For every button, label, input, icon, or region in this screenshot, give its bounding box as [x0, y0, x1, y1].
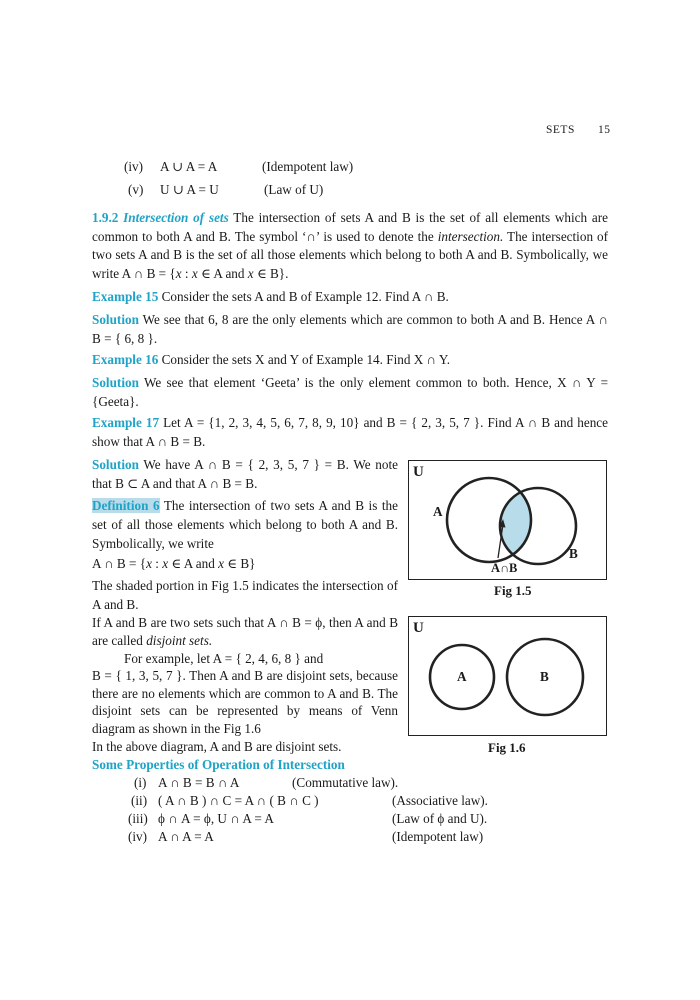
example-label: Example 16: [92, 352, 159, 367]
property-number: (iv): [128, 829, 148, 844]
example-label: Example 15: [92, 289, 159, 304]
property-expression: ( A ∩ B ) ∩ C = A ∩ ( B ∩ C ): [158, 793, 319, 808]
intersection-label: A∩B: [491, 561, 518, 575]
example-text: Let A = {1, 2, 3, 4, 5, 6, 7, 8, 9, 10} and B = { 2, 3, 5, 7 }. Find A ∩ B and hence show that A ∩ B = B.: [92, 415, 609, 449]
example-17: [92, 414, 608, 451]
disjoint-italic: disjoint sets.: [146, 633, 213, 648]
definition-formula: [92, 555, 255, 573]
formula-part: ∈ B}: [223, 556, 256, 571]
solution-text: We see that 6, 8 are the only elements which are common to both A and B. Hence A ∩ B = { 6, 8 }.: [92, 312, 608, 346]
solution-label: Solution: [92, 457, 139, 472]
venn-svg: [409, 617, 605, 734]
solution-text: We have A ∩ B = { 2, 3, 5, 7 } = B. We note that B ⊂ A and that A ∩ B = B.: [92, 457, 398, 491]
fig-1-5-caption: Fig 1.5: [494, 583, 532, 598]
example-label: Example 17: [92, 415, 160, 430]
solution-17: [92, 455, 398, 493]
formula-part: :: [151, 556, 163, 571]
solution-label: Solution: [92, 375, 139, 390]
property-number: (ii): [131, 793, 148, 808]
var-x: x: [146, 556, 152, 571]
var-x: x: [247, 265, 254, 281]
property-law: (Idempotent law): [392, 829, 484, 844]
section-colon: :: [181, 265, 192, 281]
definition-6: [92, 496, 398, 553]
var-x: x: [191, 265, 198, 281]
property-number: (iii): [128, 811, 148, 826]
example-16: [92, 351, 608, 370]
property-expression: A ∩ B = B ∩ A: [158, 775, 240, 790]
property-expression: A ∩ A = A: [158, 829, 214, 844]
shaded-portion-text: The shaded portion in Fig 1.5 indicates the intersection of A and B.: [92, 578, 398, 612]
definition-label: Definition 6: [92, 498, 160, 513]
law-name: (Idempotent law): [262, 159, 354, 174]
section-text-1: The intersection of sets A and B is the set of all elements which are common to both A and B. The symbol ‘∩’ is used to denote the: [92, 210, 608, 244]
disjoint-definition: [92, 614, 398, 650]
law-expression: U ∪ A = U: [160, 182, 219, 197]
running-header-section: SETS: [546, 124, 575, 136]
section-text-italic: intersection.: [437, 228, 504, 244]
var-x: x: [175, 265, 182, 281]
section-title: Intersection of sets: [123, 210, 229, 225]
set-a-label: A: [433, 504, 443, 519]
property-law: (Law of ϕ and U).: [392, 811, 488, 826]
universe-label: U: [413, 464, 424, 480]
solution-16: [92, 374, 608, 411]
disjoint-example: For example, let A = { 2, 4, 6, 8 } and: [124, 651, 324, 666]
law-expression: A ∪ A = A: [160, 159, 218, 174]
set-b-label: B: [540, 669, 549, 684]
disjoint-text-1: If A and B are two sets such that A ∩ B = ϕ, then A and B are called: [92, 615, 398, 648]
section-intersection-of-sets: [92, 209, 608, 283]
example-text: Consider the sets A and B of Example 12. Find A ∩ B.: [161, 289, 449, 304]
property-expression: ϕ ∩ A = ϕ, U ∩ A = A: [158, 811, 274, 826]
venn-diagram-intersection: [408, 460, 607, 580]
venn-diagram-disjoint: [408, 616, 607, 736]
var-x: x: [218, 556, 224, 571]
property-number: (i): [134, 775, 147, 790]
section-number: 1.9.2: [92, 210, 119, 225]
section-text-3: ∈ A and: [197, 265, 248, 281]
section-text-2: The intersection of two sets A and B is the set of all those elements which belong to both A and B. Symbolically, we write A ∩ B = {: [92, 228, 609, 281]
law-name: (Law of U): [264, 182, 324, 197]
fig-1-6-caption: Fig 1.6: [488, 740, 526, 755]
section-text-4: ∈ B}.: [253, 265, 289, 281]
definition-text: The intersection of two sets A and B is the set of all those elements which belong to both A and B. Symbolically, we write: [92, 498, 398, 551]
page-number: 15: [598, 124, 611, 136]
property-law: (Associative law).: [392, 793, 488, 808]
disjoint-conclusion: In the above diagram, A and B are disjoint sets.: [92, 739, 342, 754]
law-number: (iv): [124, 159, 144, 174]
solution-text: We see that element ‘Geeta’ is the only element common to both. Hence, X ∩ Y = {Geeta}.: [92, 375, 609, 409]
formula-part: ∈ A and: [168, 556, 219, 571]
universe-label: U: [413, 620, 424, 636]
set-a-label: A: [457, 669, 467, 684]
set-b-label: B: [569, 546, 578, 561]
property-law: (Commutative law).: [292, 775, 399, 790]
example-15: [92, 288, 608, 307]
solution-15: [92, 311, 608, 348]
solution-label: Solution: [92, 312, 139, 327]
example-text: Consider the sets X and Y of Example 14. Find X ∩ Y.: [161, 352, 450, 367]
law-number: (v): [128, 182, 144, 197]
var-x: x: [162, 556, 169, 571]
formula-part: A ∩ B = {: [92, 556, 147, 571]
disjoint-explanation: B = { 1, 3, 5, 7 }. Then A and B are disjoint sets, because there are no elements which are common to A and B. The disjoint sets can be represented by means of Venn diagram as shown in the Fig 1.6: [92, 668, 398, 736]
properties-heading: Some Properties of Operation of Intersection: [92, 757, 345, 772]
